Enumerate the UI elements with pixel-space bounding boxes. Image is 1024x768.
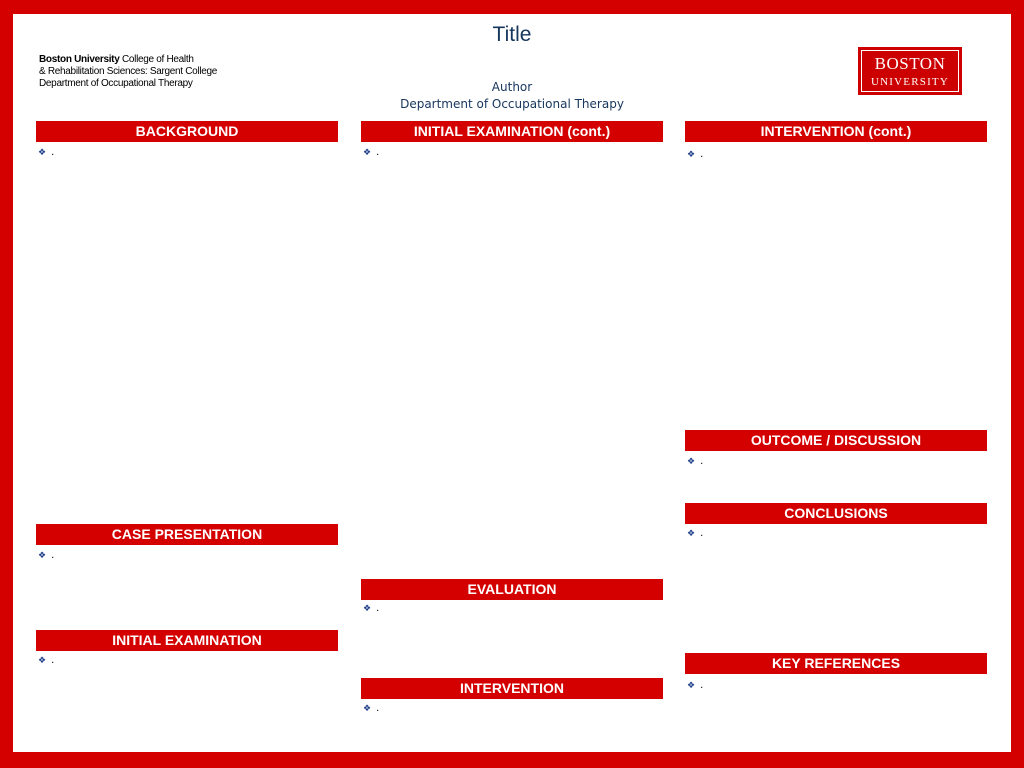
- bullet-text: .: [700, 680, 704, 691]
- key-references-bullet: [687, 680, 703, 692]
- affiliation-college: College of Health: [119, 54, 194, 65]
- intervention-cont-bullet: [687, 149, 703, 161]
- section-header-key-references: KEY REFERENCES: [685, 653, 987, 674]
- poster-author: Author: [491, 80, 533, 94]
- bullet-diamond-icon: ❖: [363, 704, 372, 714]
- bullet-diamond-icon: ❖: [363, 604, 372, 614]
- intervention-bullet: [363, 703, 379, 715]
- poster-title: Title: [492, 23, 532, 46]
- initial-examination-bullet: [38, 655, 54, 667]
- conclusions-bullet: [687, 528, 703, 540]
- bullet-diamond-icon: ❖: [687, 681, 696, 691]
- affiliation-line-3: Department of Occupational Therapy: [39, 78, 193, 89]
- bullet-diamond-icon: ❖: [687, 457, 696, 467]
- section-header-case-presentation: CASE PRESENTATION: [36, 524, 338, 545]
- section-header-evaluation: EVALUATION: [361, 579, 663, 600]
- bullet-text: .: [700, 456, 704, 467]
- case-presentation-bullet: [38, 550, 54, 562]
- affiliation-university: Boston University: [39, 54, 120, 65]
- poster-department: Department of Occupational Therapy: [400, 97, 624, 111]
- bullet-text: .: [376, 603, 380, 614]
- affiliation-line-2: & Rehabilitation Sciences: Sargent College: [39, 66, 218, 77]
- section-header-intervention: INTERVENTION: [361, 678, 663, 699]
- bullet-text: .: [376, 147, 380, 158]
- bullet-text: .: [51, 147, 55, 158]
- initial-examination-cont-bullet: [363, 147, 379, 159]
- bullet-diamond-icon: ❖: [38, 551, 47, 561]
- logo-line-1: BOSTON: [874, 54, 946, 73]
- bullet-text: .: [376, 703, 380, 714]
- section-header-background: BACKGROUND: [36, 121, 338, 142]
- bullet-diamond-icon: ❖: [38, 656, 47, 666]
- section-header-initial-examination: INITIAL EXAMINATION: [36, 630, 338, 651]
- section-header-intervention-cont: INTERVENTION (cont.): [685, 121, 987, 142]
- bullet-diamond-icon: ❖: [38, 148, 47, 158]
- bullet-text: .: [700, 149, 704, 160]
- bullet-diamond-icon: ❖: [687, 150, 696, 160]
- affiliation-line-1: [39, 54, 217, 66]
- bullet-diamond-icon: ❖: [363, 148, 372, 158]
- evaluation-bullet: [363, 603, 379, 615]
- bullet-diamond-icon: ❖: [687, 529, 696, 539]
- section-header-conclusions: CONCLUSIONS: [685, 503, 987, 524]
- logo-line-2: UNIVERSITY: [871, 76, 949, 88]
- bullet-text: .: [51, 655, 55, 666]
- boston-university-logo: [858, 47, 962, 95]
- outcome-discussion-bullet: [687, 456, 703, 468]
- bullet-text: .: [700, 528, 704, 539]
- bullet-text: .: [51, 550, 55, 561]
- section-header-initial-examination-cont: INITIAL EXAMINATION (cont.): [361, 121, 663, 142]
- logo-border: [861, 50, 959, 92]
- section-header-outcome-discussion: OUTCOME / DISCUSSION: [685, 430, 987, 451]
- background-bullet: [38, 147, 54, 159]
